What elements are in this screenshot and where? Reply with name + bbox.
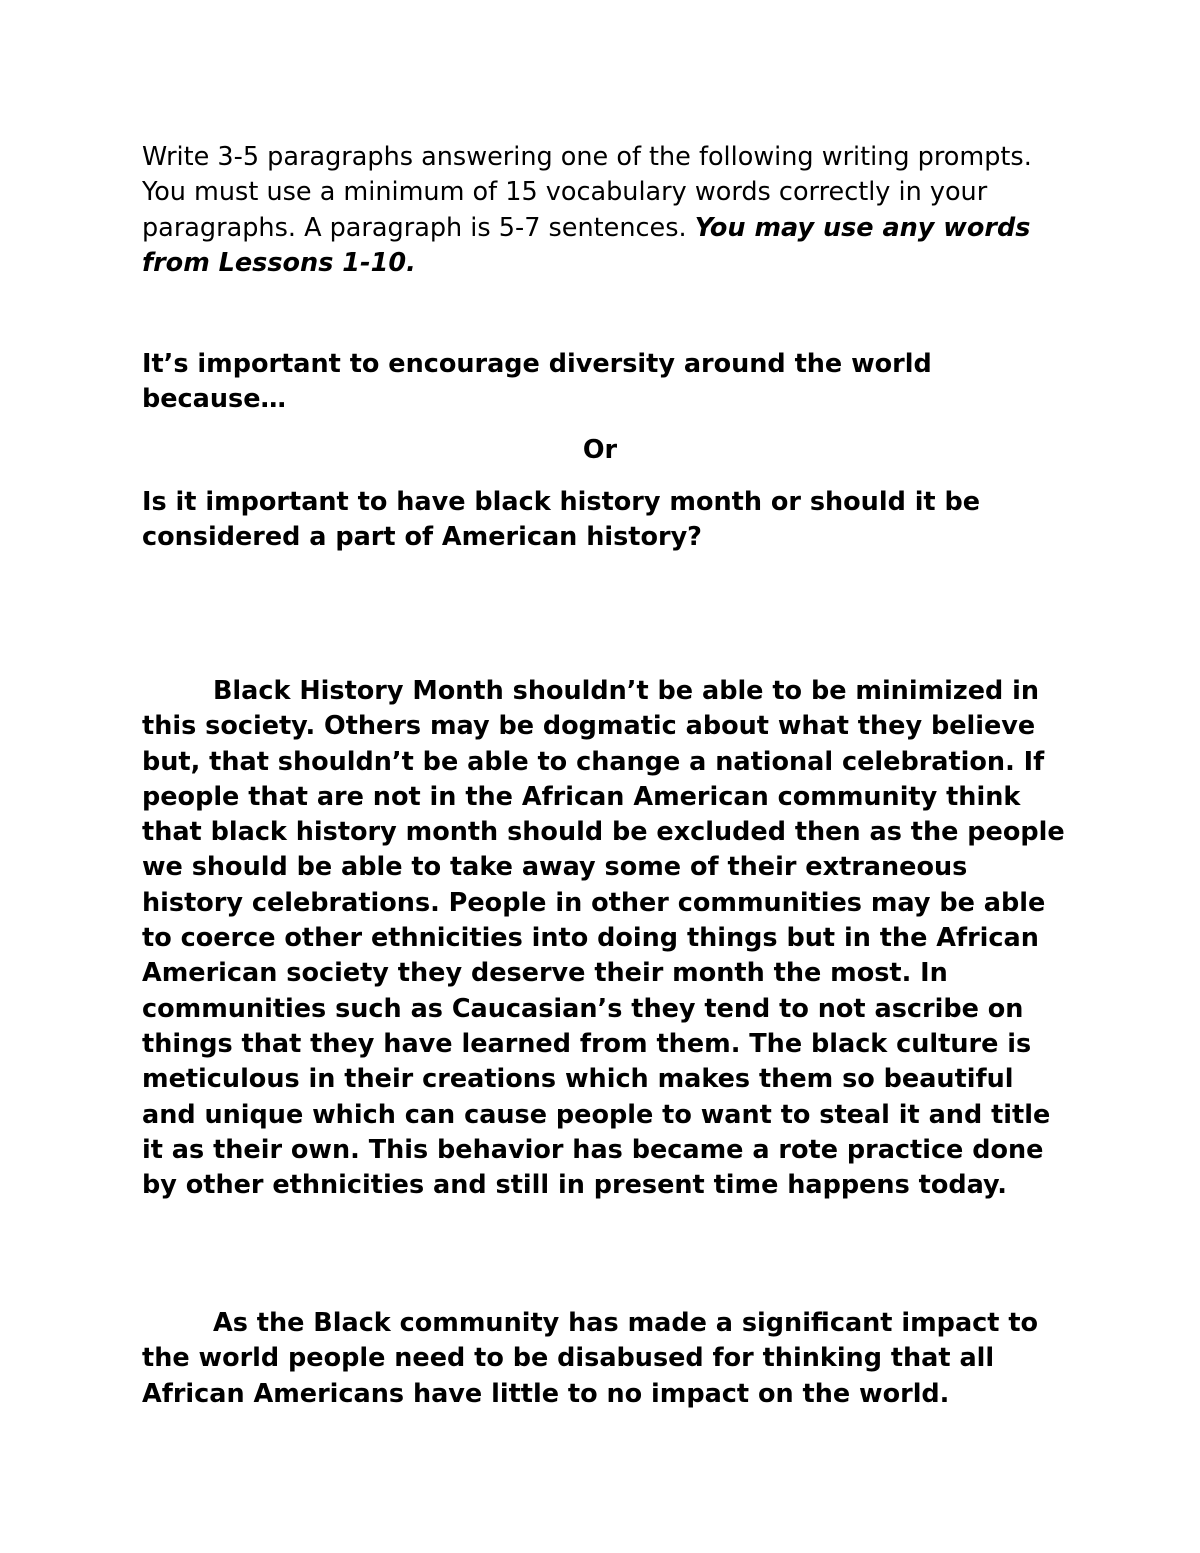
- writing-prompt-2: Is it important to have black history month or should it be considered a part of American history?: [142, 487, 981, 553]
- instructions-text: Write 3-5 paragraphs answering one of the following writing prompts. You must use a minimum of 15 vocabulary words correctly in your paragraphs. A paragraph is 5-7 sentences.: [142, 142, 1032, 243]
- assignment-instructions: [142, 140, 1072, 281]
- instructions-emphasis: You may use any words from Lessons 1-10.: [142, 212, 1031, 278]
- writing-prompt-1: It’s important to encourage diversity around the world because…: [142, 349, 932, 415]
- essay-paragraph-text: As the Black community has made a significant impact to the world people need to be disabused for thinking that all African Americans have little to no impact on the world.: [142, 1308, 1039, 1409]
- essay-paragraph-2: [142, 1306, 1072, 1412]
- essay-paragraph-1: [142, 674, 1072, 1203]
- essay-paragraph-text: Black History Month shouldn’t be able to be minimized in this society. Others may be dogmatic about what they believe but, that shouldn’t be able to change a national celebration. If people that are not in the African American community think that black history month should be excluded then as the people we should be able to take away some of their extraneous history celebrations. People in other communities may be able to coerce other ethnicities into doing things but in the African American society they deserve their month the most. In communities such as Caucasian’s they tend to not ascribe on things that they have learned from them. The black culture is meticulous in their creations which makes them so beautiful and unique which can cause people to want to steal it and title it as their own. This behavior has became a rote practice done by other ethnicities and still in present time happens today.: [142, 676, 1065, 1201]
- prompt-separator: Or: [582, 435, 618, 465]
